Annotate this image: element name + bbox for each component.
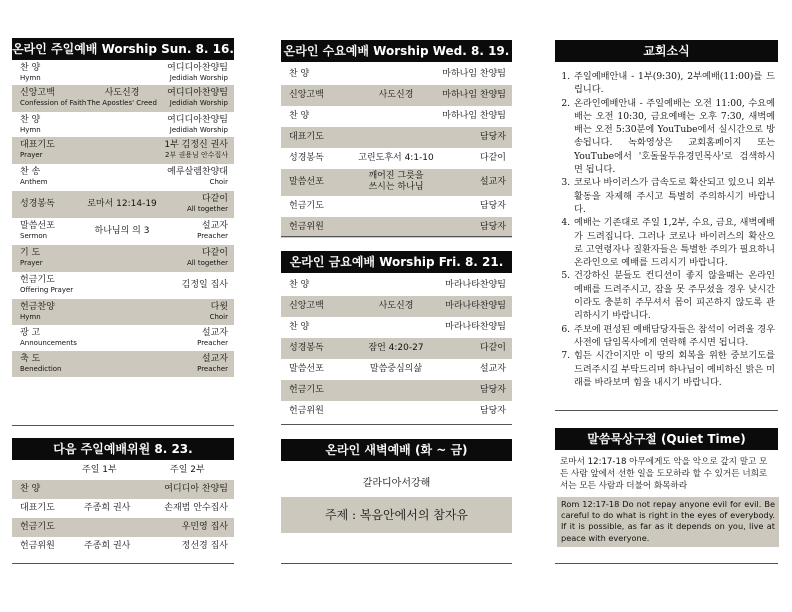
order-item-leader <box>164 140 228 160</box>
order-item-detail <box>72 88 172 108</box>
order-item-leader-name: 다같이 <box>201 248 228 258</box>
order-item-leader-name: 다윗 <box>210 302 228 312</box>
order-item-leader <box>197 354 228 374</box>
order-item-leader: 담당자 <box>479 201 506 211</box>
committee-role: 찬 양 <box>20 484 41 494</box>
order-item-detail-text: 사도신경 <box>104 88 140 98</box>
divider <box>12 425 234 426</box>
committee-second-service: 여디디아 찬양팀 <box>164 484 228 494</box>
order-item-leader-en: Preacher <box>197 365 228 373</box>
sunday-order-list <box>12 60 234 377</box>
order-item-name: 신앙고백 <box>20 88 55 98</box>
quiet-time-title: 말씀묵상구절 (Quiet Time) <box>555 428 778 450</box>
order-item-leader <box>210 302 228 322</box>
committee-row <box>12 480 234 499</box>
order-item-leader-name: 다같이 <box>201 194 228 204</box>
order-item-label: 말씀선포 <box>289 177 324 187</box>
order-item-label: 신앙고백 <box>289 301 324 311</box>
divider <box>281 424 512 425</box>
order-item-label <box>20 167 100 187</box>
news-item: 1. 주일예배안내 - 1부(9:30), 2부예배(11:00)를 드립니다. <box>573 70 775 97</box>
sunday-worship-title: 온라인 주일예배 Worship Sun. 8. 16. <box>12 38 234 60</box>
friday-worship-title: 온라인 금요예배 Worship Fri. 8. 21. <box>281 251 512 273</box>
worship-order-row <box>12 245 234 272</box>
order-item-leader: 담당자 <box>479 132 506 142</box>
order-item-detail-text: 고린도후서 4:1-10 <box>358 153 434 163</box>
order-item-name: 광 고 <box>20 328 41 338</box>
order-item-name-en: Benediction <box>20 365 62 373</box>
order-item-leader: 마라나타찬양팀 <box>445 301 506 311</box>
order-item-label <box>20 140 100 160</box>
order-item-leader-name: 설교자 <box>201 221 228 231</box>
sunday-worship-section <box>12 38 234 377</box>
order-item-name: 축 도 <box>20 354 41 364</box>
worship-order-row <box>12 325 234 351</box>
committee-first-service: 주종희 권사 <box>84 503 131 513</box>
worship-order-row <box>281 401 512 422</box>
order-item-detail-text: 깨어진 그릇을 <box>368 171 424 181</box>
order-item-label <box>20 302 100 322</box>
worship-order-row <box>12 351 234 377</box>
order-item-label: 찬 양 <box>289 280 310 290</box>
church-news-list <box>557 70 775 389</box>
worship-order-row <box>281 169 512 196</box>
order-item-label: 성경봉독 <box>289 153 324 163</box>
worship-order-row <box>12 85 234 112</box>
order-item-detail <box>72 199 172 210</box>
order-item-name: 헌금기도 <box>20 275 55 285</box>
order-item-leader-en: Choir <box>209 178 228 186</box>
order-item-label: 헌금기도 <box>289 201 324 211</box>
order-item-leader-en: Choir <box>209 313 228 321</box>
order-item-leader <box>167 63 228 83</box>
worship-order-row <box>12 137 234 164</box>
wednesday-worship-title: 온라인 수요예배 Worship Wed. 8. 19. <box>281 40 512 62</box>
order-item-detail-text: 사도신경 <box>378 301 414 311</box>
worship-order-row <box>281 196 512 217</box>
next-week-list <box>12 480 234 556</box>
order-item-name: 기 도 <box>20 248 41 258</box>
order-item-leader-name: 김정일 집사 <box>181 280 228 290</box>
news-item: 2. 온라인예배안내 - 주일예배는 오전 11:00, 수요예배는 오전 10:30, 금요예배는 오후 7:30, 새벽예배는 오전 5:30분에 YouTube에서 실시간으로 방송됩니다. 녹화영상은 교회홈페이지 또는 YouTube에서 '호돌물두유경민목사'로 검색하시면 됩니다. <box>573 97 775 177</box>
committee-second-service: 우민영 집사 <box>181 522 228 532</box>
column-header-first: 주일 1부 <box>82 465 117 475</box>
order-item-label <box>20 328 100 348</box>
worship-order-row <box>12 191 234 218</box>
committee-row <box>12 537 234 556</box>
order-item-label: 헌금기도 <box>289 385 324 395</box>
order-item-leader-name: 설교자 <box>201 354 228 364</box>
dawn-book: 갈라디아서강해 <box>362 478 431 489</box>
order-item-leader: 다같이 <box>479 343 506 353</box>
order-item-detail-en: The Apostles' Creed <box>87 99 157 107</box>
order-item-name-en: Prayer <box>20 151 43 159</box>
dawn-theme: 주제 : 복음안에서의 참자유 <box>281 497 512 533</box>
order-item-label: 헌금위원 <box>289 222 324 232</box>
order-item-name-en: Anthem <box>20 178 48 186</box>
order-item-label: 말씀선포 <box>289 364 324 374</box>
order-item-leader-name: 여디디아찬양팀 <box>167 115 228 125</box>
dawn-worship-section <box>281 439 512 461</box>
order-item-leader: 담당자 <box>479 222 506 232</box>
order-item-leader-en: All together <box>186 259 228 267</box>
order-item-name: 찬 양 <box>20 115 41 125</box>
worship-order-row <box>12 299 234 325</box>
order-item-leader <box>167 167 228 187</box>
next-week-column-headers <box>12 460 234 480</box>
worship-order-row <box>12 60 234 85</box>
order-item-leader-en: All together <box>186 205 228 213</box>
order-item-leader-en: Preacher <box>197 232 228 240</box>
order-item-leader: 마라나타찬양팀 <box>445 322 506 332</box>
order-item-leader: 설교자 <box>479 177 506 187</box>
order-item-label: 찬 양 <box>289 322 310 332</box>
order-item-label: 찬 양 <box>289 111 310 121</box>
worship-order-row <box>12 164 234 191</box>
worship-order-row <box>281 296 512 317</box>
order-item-detail-text: 말씀중심의삶 <box>369 364 423 374</box>
order-item-label <box>20 115 100 135</box>
order-item-name-en: Sermon <box>20 232 48 240</box>
worship-order-row <box>281 275 512 296</box>
order-item-leader-en: 2부 권용님 안수집사 <box>165 151 228 159</box>
next-week-title: 다음 주일예배위원 8. 23. <box>12 438 234 460</box>
order-item-detail-text-2: 쓰시는 하나님 <box>368 182 424 192</box>
worship-order-row <box>12 272 234 299</box>
worship-order-row <box>281 359 512 380</box>
news-item: 7. 힘든 시간이지만 이 땅의 회복을 위한 중보기도를 드려주시길 부탁드리며 하나님이 예비하신 밝은 미래를 바라보며 힘을 내시기 바랍니다. <box>573 349 775 389</box>
order-item-label <box>20 354 100 374</box>
committee-second-service: 정선경 집사 <box>181 541 228 551</box>
order-item-detail <box>341 153 451 164</box>
order-item-name: 헌금찬양 <box>20 302 55 312</box>
order-item-label: 성경봉독 <box>289 343 324 353</box>
order-item-leader <box>167 115 228 135</box>
worship-order-row <box>281 106 512 127</box>
divider <box>555 410 778 411</box>
friday-worship-section <box>281 251 512 422</box>
order-item-detail <box>341 301 451 312</box>
order-item-name: 말씀선포 <box>20 221 55 231</box>
order-item-name: 찬 양 <box>20 63 41 73</box>
church-news-title: 교회소식 <box>555 40 778 62</box>
order-item-label: 대표기도 <box>289 132 324 142</box>
order-item-leader <box>197 221 228 241</box>
order-item-leader-en: Jedidiah Worship <box>169 126 228 134</box>
order-item-detail <box>341 90 451 101</box>
order-item-leader-name: 설교자 <box>201 328 228 338</box>
committee-first-service: 주종희 권사 <box>84 541 131 551</box>
order-item-name-en: Announcements <box>20 339 77 347</box>
order-item-detail-text: 로마서 12:14-19 <box>87 199 157 209</box>
committee-row <box>12 499 234 518</box>
committee-row <box>12 518 234 537</box>
order-item-name-en: Confession of Faith <box>20 99 87 107</box>
committee-role: 헌금위원 <box>20 541 55 551</box>
divider <box>281 563 512 564</box>
wednesday-worship-section <box>281 40 512 238</box>
order-item-detail <box>341 364 451 375</box>
worship-order-row <box>281 148 512 169</box>
quiet-time-korean-verse: 로마서 12:17-18 아무에게도 악을 악으로 갚지 말고 모든 사람 앞에서 선한 일을 도모하라 할 수 있거든 너희로서는 모든 사람과 더불어 화목하라 <box>560 457 768 491</box>
column-header-second: 주일 2부 <box>170 465 205 475</box>
church-news-section <box>555 40 778 62</box>
order-item-label: 찬 양 <box>289 69 310 79</box>
worship-order-row <box>281 338 512 359</box>
order-item-label <box>20 275 100 295</box>
order-item-leader: 마하나임 찬양팀 <box>442 69 506 79</box>
order-item-label: 신앙고백 <box>289 90 324 100</box>
order-item-name: 대표기도 <box>20 140 55 150</box>
order-item-name-en: Prayer <box>20 259 43 267</box>
order-item-leader: 담당자 <box>479 385 506 395</box>
worship-order-row <box>12 112 234 137</box>
committee-role: 대표기도 <box>20 503 55 513</box>
order-item-leader-name: 여디디아찬양팀 <box>167 88 228 98</box>
worship-order-row <box>281 127 512 148</box>
order-item-leader <box>182 280 228 291</box>
divider <box>555 563 778 564</box>
friday-order-list <box>281 275 512 422</box>
order-item-name-en: Hymn <box>20 126 41 134</box>
worship-order-row <box>281 380 512 401</box>
worship-order-row <box>281 64 512 85</box>
divider <box>281 236 512 237</box>
order-item-leader-en: Preacher <box>197 339 228 347</box>
order-item-label <box>20 248 100 268</box>
order-item-name-en: Hymn <box>20 74 41 82</box>
quiet-time-section <box>555 428 778 450</box>
wednesday-order-list <box>281 64 512 238</box>
order-item-leader <box>167 88 228 108</box>
order-item-label <box>20 63 100 83</box>
order-item-detail <box>72 226 172 237</box>
worship-order-row <box>281 85 512 106</box>
order-item-leader: 마라나타찬양팀 <box>445 280 506 290</box>
worship-order-row <box>12 218 234 245</box>
order-item-leader-name: 예루살렘찬양대 <box>167 167 228 177</box>
order-item-leader: 마하나임 찬양팀 <box>442 90 506 100</box>
order-item-leader <box>197 328 228 348</box>
order-item-name: 찬 송 <box>20 167 41 177</box>
news-item: 6. 주보에 편성된 예배담당자들은 참석이 어려울 경우 사전에 담임목사에게 연락해 주시면 됩니다. <box>573 323 775 350</box>
order-item-leader-en: Jedidiah Worship <box>169 99 228 107</box>
committee-second-service: 손재범 안수집사 <box>164 503 228 513</box>
worship-order-row <box>281 217 512 238</box>
quiet-time-english-verse: Rom 12:17-18 Do not repay anyone evil for evil. Be careful to do what is right in the eyes of everybody. If it is possible, as far as it depends on you, live at peace with everyone. <box>557 497 779 547</box>
news-item: 4. 예배는 기존대로 주일 1,2부, 수요, 금요, 새벽예배가 드려집니다. 그러나 코로나 바이러스의 확산으로 고연령자나 질환자들은 특별한 주의가 필요하니 온라인으로 예배를 드리시기 바랍니다. <box>573 216 775 269</box>
dawn-worship-title: 온라인 새벽예배 (화 ~ 금) <box>281 439 512 461</box>
order-item-name-en: Offering Prayer <box>20 286 74 294</box>
order-item-leader: 마하나임 찬양팀 <box>442 111 506 121</box>
next-week-committee-section <box>12 438 234 556</box>
order-item-detail-text: 잠언 4:20-27 <box>368 343 424 353</box>
order-item-detail <box>341 343 451 354</box>
news-item: 3. 코로나 바이러스가 급속도로 확산되고 있으니 외부활동을 자제해 주시고 특별히 주의하시기 바랍니다. <box>573 176 775 216</box>
worship-order-row <box>281 317 512 338</box>
order-item-leader <box>187 248 228 268</box>
order-item-leader-name: 1부 김정신 권사 <box>164 140 228 150</box>
order-item-leader <box>187 194 228 214</box>
news-item: 5. 건강하신 분들도 컨디션이 좋지 않을때는 온라인 예배를 드려주시고, 잠을 못 주무셨을 경우 낮시간이라도 충분히 주무셔서 몸이 피곤하지 않도록 관리하시기 바랍니다. <box>573 269 775 322</box>
order-item-leader-en: Jedidiah Worship <box>169 74 228 82</box>
order-item-leader: 담당자 <box>479 406 506 416</box>
order-item-leader: 다같이 <box>479 153 506 163</box>
order-item-name: 성경봉독 <box>20 199 55 209</box>
committee-role: 헌금기도 <box>20 522 55 532</box>
order-item-leader: 설교자 <box>479 364 506 374</box>
order-item-detail-text: 하나님의 의 3 <box>94 226 150 236</box>
order-item-detail-text: 사도신경 <box>378 90 414 100</box>
order-item-name-en: Hymn <box>20 313 41 321</box>
order-item-detail <box>341 171 451 193</box>
order-item-leader-name: 여디디아찬양팀 <box>167 63 228 73</box>
order-item-label: 헌금위원 <box>289 406 324 416</box>
divider <box>12 563 234 564</box>
